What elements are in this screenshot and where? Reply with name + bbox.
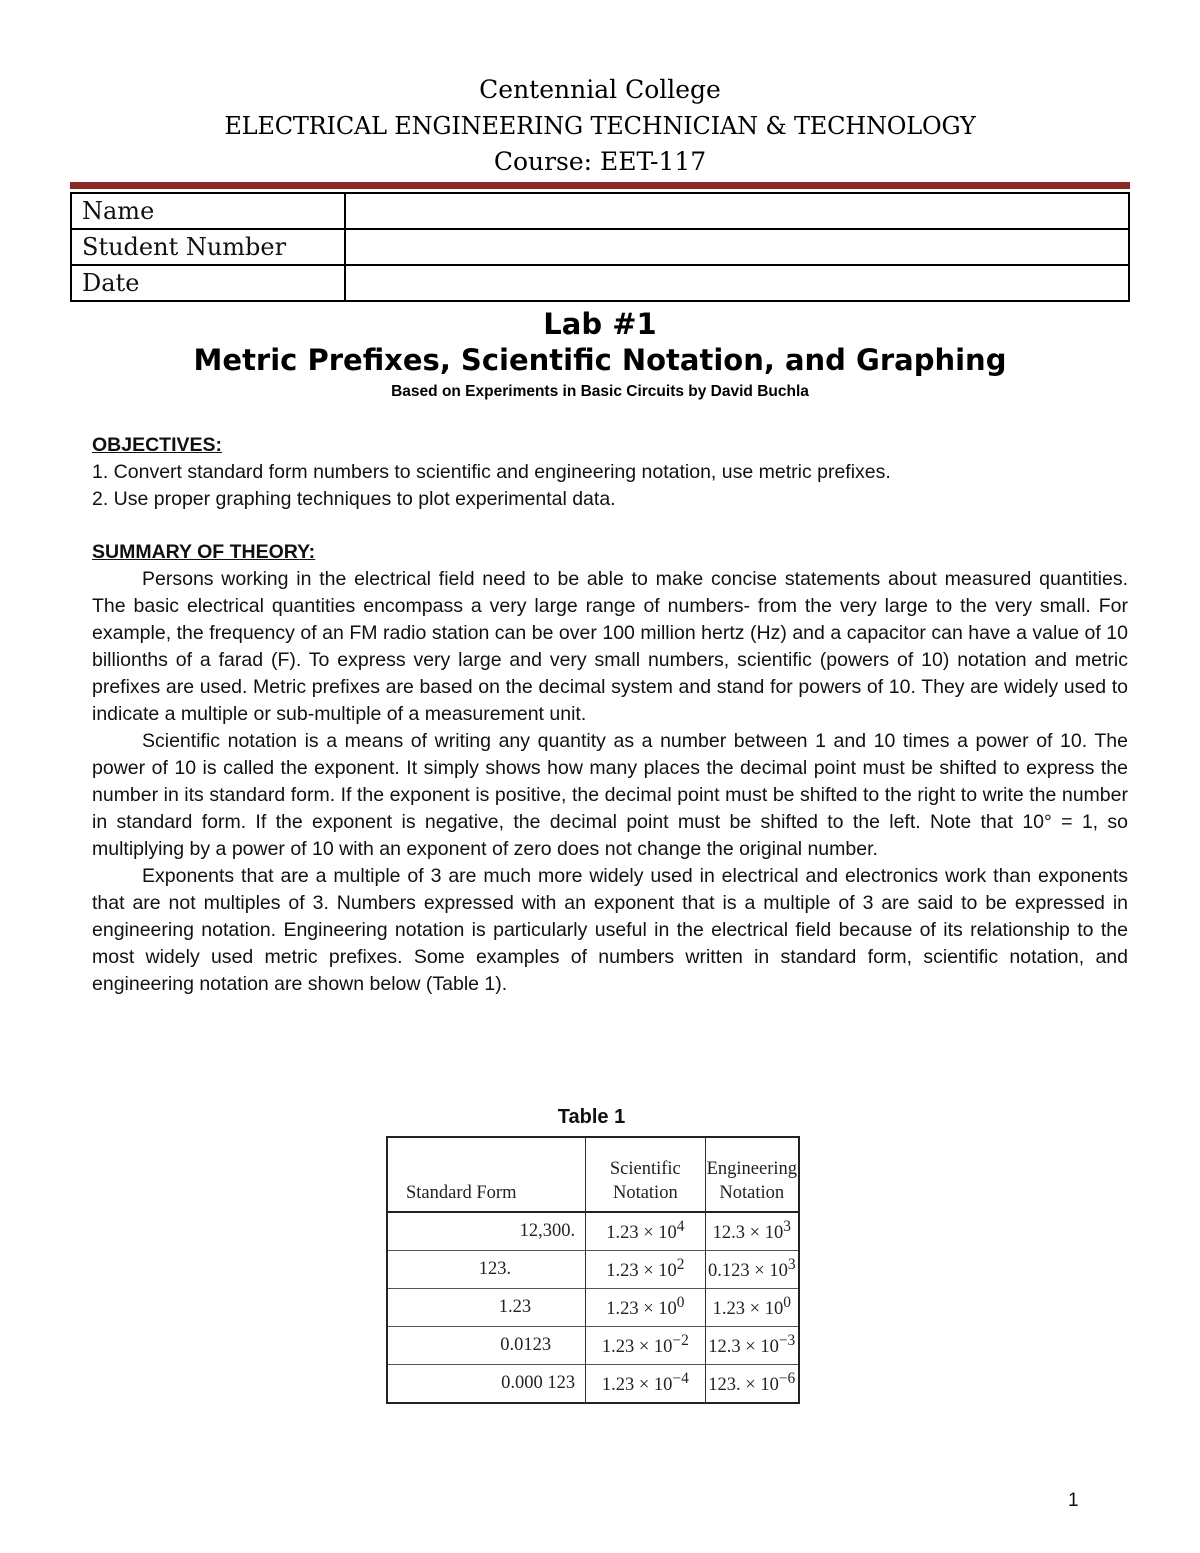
scientific-base: 1.23 × 10 (601, 1337, 673, 1358)
engineering-base: 0.123 × 10 (708, 1261, 788, 1282)
scientific-cell (586, 1327, 706, 1365)
student-number-field[interactable] (345, 229, 1129, 265)
scientific-cell (586, 1365, 706, 1404)
lab-topic: Metric Prefixes, Scientific Notation, and Graphing (193, 343, 1007, 377)
scientific-exponent: 2 (676, 1256, 685, 1274)
header-engineering-notation (705, 1137, 799, 1212)
standard-form-cell: 0.000 123 (387, 1365, 586, 1404)
header-scientific-notation (586, 1137, 706, 1212)
standard-form-cell: 0.0123 (387, 1327, 586, 1365)
student-number-label: Student Number (71, 229, 345, 265)
engineering-cell (705, 1251, 799, 1289)
standard-form-cell: 1.23 (387, 1289, 586, 1327)
header-engineering-line1: Engineering (706, 1159, 797, 1179)
scientific-base: 1.23 × 10 (606, 1299, 677, 1320)
table-row (387, 1365, 799, 1404)
student-info-table (70, 192, 1130, 302)
theory-paragraph: Exponents that are a multiple of 3 are much more widely used in electrical and electronics work than exponents that are not multiples of 3. Numbers expressed with an exponent that is a multiple of 3 are said to be expressed in engineering notation. Engineering notation is particularly useful in the electrical field because of its relationship to the most widely used metric prefixes. Some examples of numbers written in standard form, scientific notation, and engineering notation are shown below (Table 1). (92, 865, 1128, 995)
date-label: Date (71, 265, 345, 301)
engineering-cell (705, 1212, 799, 1251)
engineering-base: 12.3 × 10 (708, 1337, 779, 1358)
document-header (0, 72, 1200, 180)
scientific-exponent: −4 (672, 1370, 689, 1388)
header-scientific-line1: Scientific (609, 1159, 681, 1179)
engineering-exponent: −3 (778, 1332, 796, 1350)
objectives-heading: OBJECTIVES: (92, 434, 223, 456)
objectives-section (92, 432, 1128, 513)
scientific-exponent: 4 (676, 1218, 685, 1236)
standard-form-cell: 12,300. (387, 1212, 586, 1251)
table-row (387, 1289, 799, 1327)
header-divider (70, 182, 1130, 189)
page-number: 1 (1068, 1490, 1079, 1511)
scientific-cell (586, 1289, 706, 1327)
scientific-exponent: 0 (676, 1294, 685, 1312)
header-scientific-line2: Notation (612, 1183, 678, 1203)
college-name: Centennial College (479, 75, 721, 104)
table-row (387, 1212, 799, 1251)
table-row (387, 1251, 799, 1289)
program-name: ELECTRICAL ENGINEERING TECHNICIAN & TECHNOLOGY (224, 112, 976, 140)
theory-heading: SUMMARY OF THEORY: (92, 541, 316, 563)
table-header-row (387, 1137, 799, 1212)
scientific-base: 1.23 × 10 (606, 1223, 677, 1244)
table-caption: Table 1 (557, 1106, 626, 1128)
info-row-name (71, 193, 1129, 229)
notation-examples-table (386, 1136, 800, 1404)
engineering-base: 123. × 10 (708, 1375, 779, 1396)
engineering-base: 1.23 × 10 (712, 1299, 784, 1320)
theory-paragraph: Scientific notation is a means of writing any quantity as a number between 1 and 10 times a power of 10. The power of 10 is called the exponent. It simply shows how many places the decimal point must be shifted to express the number in its standard form. If the exponent is positive, the decimal point must be shifted to the right to write the number in standard form. If the exponent is negative, the decimal point must be shifted to the left. Note that 10° = 1, so multiplying by a power of 10 with an exponent of zero does not change the original number. (92, 730, 1128, 860)
engineering-exponent: −6 (778, 1370, 796, 1388)
engineering-base: 12.3 × 10 (712, 1223, 784, 1244)
info-row-student-number (71, 229, 1129, 265)
date-field[interactable] (345, 265, 1129, 301)
name-label: Name (71, 193, 345, 229)
objective-item: 2. Use proper graphing techniques to plot experimental data. (92, 488, 616, 510)
lab-number: Lab #1 (543, 307, 657, 341)
engineering-cell (705, 1365, 799, 1404)
name-field[interactable] (345, 193, 1129, 229)
standard-form-cell: 123. (387, 1251, 586, 1289)
header-standard-form: Standard Form (387, 1137, 586, 1212)
engineering-exponent: 3 (783, 1218, 791, 1236)
lab-source: Based on Experiments in Basic Circuits by David Buchla (391, 383, 809, 400)
header-engineering-line2: Notation (719, 1183, 785, 1203)
info-row-date (71, 265, 1129, 301)
table-row (387, 1327, 799, 1365)
theory-section (92, 539, 1128, 998)
course-code: Course: EET-117 (493, 147, 707, 176)
scientific-cell (586, 1212, 706, 1251)
engineering-cell (705, 1289, 799, 1327)
engineering-exponent: 3 (787, 1256, 796, 1274)
scientific-cell (586, 1251, 706, 1289)
objective-item: 1. Convert standard form numbers to scientific and engineering notation, use metric prefixes. (92, 461, 891, 483)
scientific-exponent: −2 (672, 1332, 689, 1350)
theory-paragraph: Persons working in the electrical field need to be able to make concise statements about measured quantities. The basic electrical quantities encompass a very large range of numbers- from the very large to the very small. For example, the frequency of an FM radio station can be over 100 million hertz (Hz) and a capacitor can have a value of 10 billionths of a farad (F). To express very large and very small numbers, scientific (powers of 10) notation and metric prefixes are used. Metric prefixes are based on the decimal system and stand for powers of 10. They are widely used to indicate a multiple or sub-multiple of a measurement unit. (92, 568, 1128, 725)
engineering-cell (705, 1327, 799, 1365)
engineering-exponent: 0 (783, 1294, 791, 1312)
scientific-base: 1.23 × 10 (601, 1375, 673, 1396)
scientific-base: 1.23 × 10 (606, 1261, 677, 1282)
